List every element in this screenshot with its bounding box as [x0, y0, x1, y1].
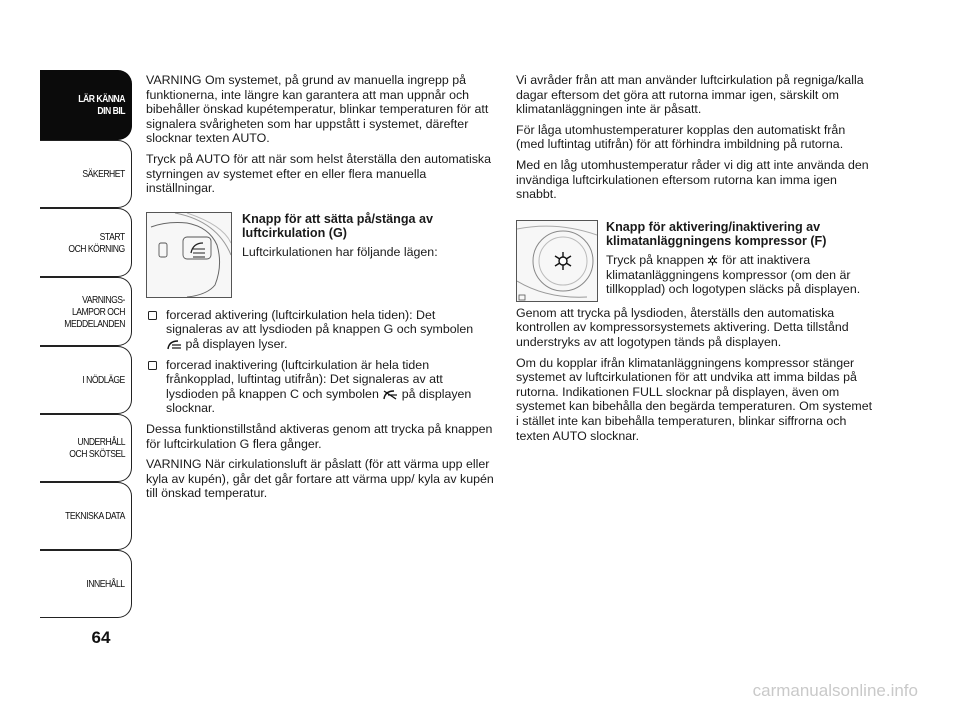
checkbox-bullet-icon: [148, 361, 157, 370]
paragraph: Om du kopplar ifrån klimatanläggningens kompressor stänger systemet av luftcirkulationen för att undvika att imma bildas på rutorna. Indikationen FULL slocknar på displayen, även om systemet kan bibehålla den begärda temperaturen. Om systemet i stället inte kan bibehålla temperaturen, blinkar siffrorna och texten AUTO slocknar.: [516, 355, 873, 443]
warning-paragraph: VARNING Om systemet, på grund av manuella ingrepp på funktionerna, inte längre kan garantera att man uppnår och bibehåller önskad kupétemperatur, blinkar temperaturen för att signalera svårigheten som har uppstått i systemet, därefter slocknar texten AUTO.: [146, 73, 489, 146]
tab-sakerhet[interactable]: [40, 140, 132, 208]
paragraph: Med en låg utomhustemperatur råder vi dig att inte använda den invändiga luftcirkulationen eftersom rutorna kan imma igen snabbt.: [516, 157, 869, 202]
left-column: [146, 73, 494, 507]
warning-paragraph: VARNING När cirkulationsluft är påslatt (för att värma upp eller kyla av kupén), går det går fortare att värma upp/ kyla av kupén till önskad temperatur.: [146, 457, 494, 501]
tab-i-nodlage[interactable]: [40, 346, 132, 414]
recirculation-button-image: [146, 212, 232, 298]
list-item: forcerad aktivering (luftcirkulation hela tiden): Det signaleras av att lysdioden på knappen G och symbolen på displayen lyser.: [146, 308, 494, 352]
section-text: Tryck på knappen för att inaktivera klimatanläggningens kompressor (om den är tillkopplad) och logotypen släcks på displayen.: [606, 252, 861, 297]
compressor-button-text: [606, 220, 874, 302]
paragraph: Tryck på AUTO för att när som helst återställa den automatiska styrningen av systemet efter en eller flera manuella inställningar.: [146, 151, 492, 196]
section-heading: Knapp för att sätta på/stänga av luftcirkulation (G): [242, 211, 434, 241]
tab-label: START OCH KÖRNING: [68, 230, 125, 255]
tab-label: VARNINGS- LAMPOR OCH MEDDELANDEN: [64, 293, 125, 330]
page-number: 64: [91, 628, 111, 647]
paragraph: Genom att trycka på lysdioden, återställs den automatiska kontrollen av kompressorsystemets aktivering. Detta tillstånd understryks av att logotypen tänds på displayen.: [516, 305, 849, 349]
compressor-button-image: [516, 220, 598, 302]
tab-innehall[interactable]: [40, 550, 132, 618]
recirculation-on-icon: [166, 339, 182, 350]
compressor-button-section: [516, 220, 874, 302]
compressor-button-illustration: [517, 221, 597, 301]
watermark: carmanualsonline.info: [752, 681, 918, 700]
recirculation-off-icon: [382, 389, 398, 400]
list-item: forcerad inaktivering (luftcirkulation är hela tiden frånkopplad, luftintag utifrån): Det signaleras av att lysdioden på knappen C och symbolen på displayen slocknar.: [146, 358, 494, 416]
tab-varningslampor[interactable]: [40, 277, 132, 346]
recirculation-button-text: [242, 212, 494, 298]
checkbox-bullet-icon: [148, 311, 157, 320]
paragraph: För låga utomhustemperaturer kopplas den automatiskt från (med luftintag utifrån) för att förhindra imbildning på rutorna.: [516, 122, 846, 152]
tab-label: LÄR KÄNNA DIN BIL: [78, 93, 125, 117]
right-column: [516, 73, 874, 449]
recirculation-button-illustration: [147, 213, 231, 297]
tab-label: TEKNISKA DATA: [65, 510, 125, 522]
recirculation-button-section: [146, 212, 494, 298]
tab-tekniska-data[interactable]: [40, 482, 132, 550]
paragraph: Vi avråder från att man använder luftcirkulation på regniga/kalla dagar eftersom det göra att rutorna immar igen, särskilt om klimatanläggningen inte är påsatt.: [516, 73, 864, 117]
paragraph: Dessa funktionstillstånd aktiveras genom att trycka på knappen för luftcirkulation G flera gånger.: [146, 421, 493, 451]
recirculation-modes-list: [146, 308, 494, 416]
tab-label: UNDERHÅLL OCH SKÖTSEL: [69, 436, 125, 460]
tab-label: I NÖDLÄGE: [82, 374, 125, 386]
tab-start-och-korning[interactable]: [40, 208, 132, 277]
tab-label: INNEHÅLL: [86, 578, 125, 590]
section-text: Luftcirkulationen har följande lägen:: [242, 244, 438, 259]
tab-lar-kanna-din-bil[interactable]: [40, 70, 132, 140]
tab-underhall[interactable]: [40, 414, 132, 482]
section-heading: Knapp för aktivering/inaktivering av klimatanläggningens kompressor (F): [606, 219, 827, 249]
tab-label: SÄKERHET: [82, 168, 125, 180]
compressor-icon: [707, 255, 718, 266]
